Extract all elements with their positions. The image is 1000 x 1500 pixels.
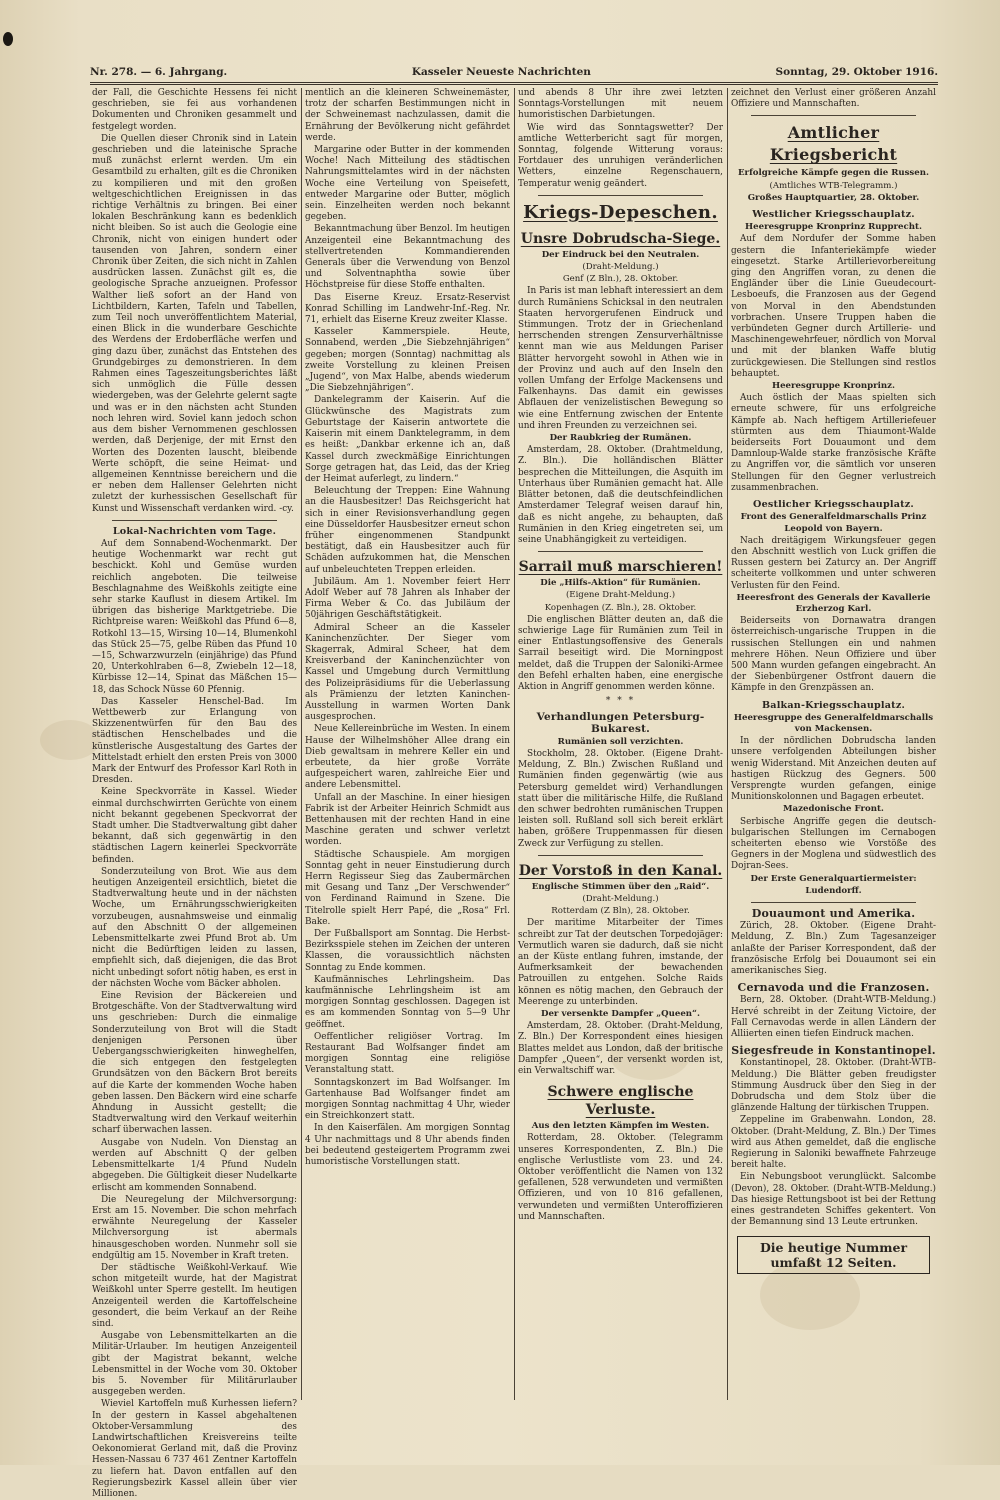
news-item: Das Eiserne Kreuz. Ersatz-Reservist Konrad Schilling im Landwehr-Inf.-Reg. Nr. 71, erhielt das Eiserne Kreuz zweiter Klasse. [305,292,510,326]
army-group: Heeresgruppe des Generalfeldmarschalls von Mackensen. [733,712,934,734]
news-item: Kasseler Kammerspiele. Heute, Sonnabend, werden „Die Siebzehnjährigen“ gegeben; morgen (Sonntag) nachmittag als zweite Vorstellung zu kleinen Preisen „Jugend“, von Max Halbe, abends wiederum „Die Siebzehnjährigen“. [305,327,510,394]
headline: Cernavoda und die Franzosen. [737,981,930,995]
issue-date: Sonntag, 29. Oktober 1916. [775,66,938,78]
news-item: Das Kasseler Henschel-Bad. Im Wettbewerb zur Erlangung von Skizzenentwürfen für den Bau des städtischen Henschelbades und die künstlerische Ausgestaltung des Gartes der Mittelstadt erhielt den ersten Preis von 3000 Mark der Entwurf des Professor Karl Roth in Dresden. [92,696,297,786]
article-text: Rotterdam, 28. Oktober. (Telegramm unseres Korrespondenten, Z. Bln.) Die englische Verlustliste vom 23. und 24. Oktober veröffentlicht die Namen von 132 gefallenen, 528 verwundeten und vermißten Offizieren, und von 10 816 gefallenen, verwundeten und vermißten Unteroffizieren und Mannschaften. [518,1133,723,1222]
news-item: Auf dem Sonnabend-Wochenmarkt. Der heutige Wochenmarkt war recht gut beschickt. Kohl und Gemüse wurden reichlich angeboten. Die teilweise Beschlagnahme des Weißkohls zeitigte eine sehr starke Kauflust in diesem Artikel. Im übrigen das bisherige Marktgetriebe. Die Richtpreise waren: Weißkohl das Pfund 6—8, Rotkohl 13—15, Wirsing 10—14, Blumenkohl das Stück 25—75, gelbe Rüben das Pfund 10—15, Schwarzwurzeln (einjährige) das Pfund 20, Unterkohlraben 6—8, Zwiebeln 12—18, Kürbisse 12—14, Spinat das Mäßchen 15—18, das Schock Nüsse 60 Pfennig. [92,538,297,695]
article-text: Beiderseits von Dornawatra drangen österreichisch-ungarische Truppen in die russischen Stellungen ein und nahmen mehrere Höhen. Neun Offiziere und über 500 Mann wurden gefangen eingebracht. An der Siebenbürgener Ostfront dauern die Kämpfe in den Grenzpässen an. [731,616,936,694]
article-text: Bern, 28. Oktober. (Draht-WTB-Meldung.) Hervé schreibt in der Zeitung Victoire, der Fall Cernavodas werde in allen Ländern der Alliierten einen tiefen Eindruck machen. [731,995,936,1040]
column-4 [727,88,940,1400]
news-item: Unfall an der Maschine. In einer hiesigen Fabrik ist der Arbeiter Heinrich Schmidt aus Bettenhausen mit der rechten Hand in eine Maschine geraten und schwer verletzt worden. [305,792,510,848]
news-item: Wie wird das Sonntagswetter? Der amtliche Wetterbericht sagt für morgen, Sonntag, folgende Witterung voraus: Fortdauer des unruhigen veränderlichen Wetters, einzelne Regenschauern, Temperatur wenig geändert. [518,122,723,189]
headline-war-dispatches: Kriegs-Depeschen. [523,201,718,223]
news-item: Oeffentlicher religiöser Vortrag. Im Restaurant Bad Wolfsanger findet am morgigen Sonntag eine religiöse Veranstaltung statt. [305,1031,510,1076]
headline: Unsre Dobrudscha-Siege. [520,230,721,247]
article-text: Zeppeline im Grabenwahn. London, 28. Oktober. (Draht-Meldung, Z. Bln.) Der Times wird aus Athen gemeldet, daß die englische Regierung in Saloniki bewaffnete Fahrzeuge bereit halte. [731,1115,936,1171]
subheadline: Der versenkte Dampfer „Queen“. [541,1009,700,1020]
army-group: Heeresfront des Generals der Kavallerie Erzherzog Karl. [736,592,931,614]
column-3 [514,88,727,1400]
headline-war-report: Amtlicher Kriegsbericht [769,123,898,165]
source-line: (Draht-Meldung.) [582,262,659,273]
news-item: und abends 8 Uhr ihre zwei letzten Sonntags-Vorstellungen mit neuem humoristischen Darbietungen. [518,88,723,121]
news-item: Städtische Schauspiele. Am morgigen Sonntag geht in neuer Einstudierung durch Herrn Regisseur Sieg das Zaubermärchen mit Gesang und Tanz „Der Verschwender“ von Ferdinand Raimund in Szene. Die Titelrolle spielt Herr Papé, die „Rosa“ Frl. Bake. [305,849,510,927]
news-item: Eine Revision der Bäckereien und Brotgeschäfte. Von der Stadtverwaltung wird uns geschrieben: Durch die einmalige Sonderzuteilung von Brot will die Stadt denjenigen Personen über Uebergangsschwierigkeiten hinweghelfen, die sich entgegen den festgelegten Grundsätzen von den Bäckern Brot bereits auf die Karte der kommenden Woche haben geben lassen. Den Bäckern wird eine scharfe Ahndung in Aussicht gestellt; die Stadtverwaltung wird den Verkauf weiterhin scharf überwachen lassen. [92,991,297,1136]
headline: Douaumont und Amerika. [751,907,916,920]
article-text: Auch östlich der Maas spielten sich erneute schwere, für uns erfolgreiche Kämpfe ab. Nach heftigem Artilleriefeuer stürmten aus dem Thiaumont-Walde beiderseits Fort Douaumont und dem Damnloup-Walde starke französische Kräfte zu Angriffen vor, die sämtlich vor unseren Stellungen für den Gegner verlustreich zusammenbrachen. [731,393,936,493]
news-item: Beleuchtung der Treppen: Eine Wahnung an die Hausbesitzer! Das Reichsgericht hat sich in einer Revisionsverhandlung gegen eine Düsseldorfer Hausbesitzer erneut schon früher eingenommenen Standpunkt bestätigt, daß ein Hausbesitzer auch für Schäden aufzukommen hat, die Menschen auf unbeleuchteten Treppen erleiden. [305,486,510,575]
subheadline: Aus den letzten Kämpfen im Westen. [531,1121,710,1132]
section-title: Balkan-Kriegsschauplatz. [761,699,906,711]
page-header [90,62,938,83]
article-text: Amsterdam, 28. Oktober. (Draht-Meldung, Z. Bln.) Der Korrespondent eines hiesigen Blattes meldet aus London, daß der britische Dampfer „Queen“, der versenkt worden ist, ein Verwaltschiff war. [518,1021,723,1077]
headline: Sarrail muß marschieren! [518,559,723,576]
news-item: Admiral Scheer an die Kasseler Kaninchenzüchter. Der Sieger vom Skagerrak, Admiral Scheer, hat dem Kreisverband der Kaninchenzüchter von Kassel und Umgebung durch Vermittlung des Polizeipräsidiums für die Ueberlassung als Prämienzu der letzten Kaninchen-Ausstellung in warmen Worten Dank ausgesprochen. [305,622,510,723]
front-title: Mazedonische Front. [783,804,884,815]
article-text: Auf dem Nordufer der Somme haben gestern die Infanteriekämpfe wieder eingesetzt. Starke Artillerievorbereitung ging den Angriffen voran, zu denen die Engländer über die Linie Gueudecourt-Lesboeufs, die Franzosen aus der Gegend von Morval in den Abendstunden vorbrachen. Unsere Truppen haben die verbündeten Gegner durch Artillerie- und Maschinengewehrfeuer, nördlich von Morval und mit der blanken Waffe blutig zurückgewiesen. Die Stellungen sind restlos behauptet. [731,234,936,379]
headline: Verhandlungen Petersburg-Bukarest. [536,711,705,735]
news-item: Kaufmännisches Lehrlingsheim. Das kaufmännische Lehrlingsheim ist am morgigen Sonntag geschlossen. Dagegen ist es am kommenden Sonntag von 5—9 Uhr geöffnet. [305,974,510,1030]
subheadline: Die „Hilfs-Aktion“ für Rumänien. [540,578,701,589]
subheadline: Der Eindruck bei den Neutralen. [541,249,700,260]
source-line: (Amtliches WTB-Telegramm.) [769,180,898,191]
article-text: Amsterdam, 28. Oktober. (Drahtmeldung, Z. Bln.). Die holländischen Blätter besprechen die Mitteilungen, die Asquith im Unterhaus über Rumänien gemacht hat. Alle Blätter betonen, daß die deutschfeindlichen Amsterdamer Telegraf weisen darauf hin, daß es nicht angehe, zu behaupten, daß Rumänien in den Krieg eingetreten sei, um seine Unabhängigkeit zu verteidigen. [518,445,723,545]
news-item: Der städtische Weißkohl-Verkauf. Wie schon mitgeteilt wurde, hat der Magistrat Weißkohl unter Sperre gestellt. Im heutigen Anzeigenteil werden die Kartoffelscheine gesondert, die beim Verkauf an der Reihe sind. [92,1262,297,1329]
paper-name: Kasseler Neueste Nachrichten [411,66,591,78]
news-item: Neue Kellereinbrüche im Westen. In einem Hause der Wilhelmshöher Allee drang ein Dieb gewaltsam in mehrere Keller ein und erbeutete, da hier große Vorräte aufgespeichert waren, zahlreiche Eier und andere Lebensmittel. [305,724,510,791]
news-item: In den Kaiserfälen. Am morgigen Sonntag 4 Uhr nachmittags und 8 Uhr abends finden bei bedeutend gesteigertem Programm zwei humoristische Vorstellungen statt. [305,1123,510,1168]
signature-name: Ludendorff. [805,885,862,896]
subheadline: Der Raubkrieg der Rumänen. [549,433,692,444]
signature: Der Erste Generalquartiermeister: [750,873,917,884]
dateline: Großes Hauptquartier, 28. Oktober. [747,192,920,203]
article-text: In Paris ist man lebhaft interessiert an dem durch Rumäniens Schicksal in den neutralen Staaten hervorgerufenen Eindruck und Stimmungen. Trotz der in Griechenland herrschenden strengen Zensurverhältnisse kennt man wie aus Meldungen Pariser Blätter hervorgeht sowohl in Athen wie in der Provinz und auch auf den Inseln den vollen Umfang der Erfolge Mackensens und Falkenhayns. Das damit ein gewisses Abflauen der venizelistischen Bewegung so wie eine Entfernung zwischen der Entente und ihren Freunden zu verzeichnen sei. [518,286,723,431]
article-text: In der nördlichen Dobrudscha landen unsere verfolgenden Abteilungen bisher wenig Widerstand. Mit Anzeichen deuten auf hastigen Rückzug des Gegners. 500 Versprengte wurden gefangen, einige Munitionskolonnen und Bagagen erbeutet. [731,736,936,803]
news-item: Ausgabe von Nudeln. Von Dienstag an werden auf Abschnitt Q der gelben Lebensmittelkarte 1/4 Pfund Nudeln abgegeben. Die Gültigkeit dieser Nudelkarte erlischt am kommenden Sonnabend. [92,1137,297,1193]
news-item: Bekanntmachung über Benzol. Im heutigen Anzeigenteil eine Bekanntmachung des stellvertretenden Kommandierenden Generals über die Verwendung von Benzol und Solventnaphtha sowie über Höchstpreise für diese Stoffe enthalten. [305,224,510,291]
news-item: Der Fußballsport am Sonntag. Die Herbst-Bezirksspiele stehen im Zeichen der unteren Klassen, die voraussichtlich nächsten Sonntag zu Ende kommen. [305,929,510,973]
separator-stars: * * * [605,696,636,707]
headline: Der Vorstoß in den Kanal. [518,862,723,879]
news-item: Ausgabe von Lebensmittelkarten an die Militär-Urlauber. Im heutigen Anzeigenteil gibt der Magistrat bekannt, welche Lebensmittel in der Woche vom 30. Oktober bis 5. November für Militärurlauber ausgegeben werden. [92,1331,297,1398]
news-item: Die Neuregelung der Milchversorgung: Erst am 15. November. Die schon mehrfach erwähnte Neuregelung der Kasseler Milchversorgung ist abermals hinausgeschoben worden. Nunmehr soll sie endgültig am 15. November in Kraft treten. [92,1194,297,1261]
news-item: Margarine oder Butter in der kommenden Woche! Nach Mitteilung des städtischen Nahrungsmittelamtes wird in der nächsten Woche eine Verteilung von Speisefett, entweder Margarine oder Butter, möglich sein. Einzelheiten werden noch bekannt gegeben. [305,145,510,223]
section-title: Lokal-Nachrichten vom Tage. [112,525,277,537]
dateline: Kopenhagen (Z. Bln.), 28. Oktober. [544,602,697,613]
section-title: Westlicher Kriegsschauplatz. [752,209,915,221]
binding-hole [3,32,13,46]
article-text: Die englischen Blätter deuten an, daß die schwierige Lage für Rumänien zum Teil in einer Entlastungsoffensive des Generals Sarrail beseitigt wird. Die Morningpost meldet, daß die Truppen der Saloniki-Armee den Befehl erhalten haben, eine energische Aktion in Angriff genommen werden könne. [518,614,723,692]
article-text: der Fall, die Geschichte Hessens fei nicht geschrieben, sie fei aus vorhandenen Dokumenten und Chroniken gesammelt und festgelegt worden. [92,88,297,132]
news-item: zeichnet den Verlust einer größeren Anzahl Offiziere und Mannschaften. [731,88,936,110]
article-text: Stockholm, 28. Oktober. (Eigene Draht-Meldung, Z. Bln.) Zwischen Rußland und Rumänien finden gegenwärtig (wie aus Petersburg gemeldet wird) Verhandlungen statt über die militärische Hilfe, die Rußland den schwer bedrohten rumänischen Truppen leisten soll. Rußland soll sich bereit erklärt haben, größere Truppenmassen für diesen Zweck zur Verfügung zu stellen. [518,748,723,849]
news-item: Jubiläum. Am 1. November feiert Herr Adolf Weber auf 78 Jahren als Inhaber der Firma Weber & Co. das Jubiläum der 50jährigen Geschäftstätigkeit. [305,576,510,621]
news-item: Wieviel Kartoffeln muß Kurhessen liefern? In der gestern in Kassel abgehaltenen Oktober-Versammlung des Landwirtschaftlichen Kreisvereins teilte Oekonomierat Gerland mit, daß die Provinz Hessen-Nassau 6 737 461 Zentner Kartoffeln zu liefern hat. Davon entfallen auf den Regierungsbezirk Kassel allein über vier Millionen. [92,1399,297,1499]
column-1 [88,88,301,1499]
subheadline: Rumänien soll verzichten. [557,736,684,747]
columns [88,88,940,1499]
army-group: Heeresgruppe Kronprinz. [771,381,896,392]
news-item: mentlich an die kleineren Schweinemäster, trotz der scharfen Bestimmungen nicht in der Schweinemast nachzulassen, damit die Ernährung der Bevölkerung nicht gefährdet werde. [305,88,510,143]
army-group: Heeresgruppe Kronprinz Rupprecht. [745,222,922,233]
source-line: (Draht-Meldung.) [582,893,659,904]
subheadline: Erfolgreiche Kämpfe gegen die Russen. [738,168,929,179]
article-text: Die Quellen dieser Chronik sind in Latein geschrieben und die lateinische Sprache muß zunächst erlernt werden. Um ein Gesamtbild zu erhalten, gilt es die Chroniken zu kompilieren und mit den großen weltgeschichtlichen Ereignissen in das richtige Verhältnis zu bringen. Bei einer lokalen Beschränkung kann es bedenklich nicht bleiben. So ist auch die Geologie eine Chronik, nicht von einigen hundert oder tausenden von Jahren, sondern einer Chronik über Zeiten, die sich nicht in Zahlen ausdrücken lassen. Zunächst gilt es, die geologische Sprache anzueignen. Professor Walther ließ sofort an der Hand von Lichtbildern, Karten, Tafeln und Tabellen, zum Teil noch unveröffentlichtem Material, einen Blick in die wunderbare Geschichte des Werdens der Erdoberfläche werfen und ging dazu über, zunächst das Entstehen des Grundgebirges zu demonstrieren. In dem Rahmen eines Tageszeitungsberichtes läßt sich unmöglich die Fülle dessen wiedergeben, was der Gelehrte gelernt sagte und was er in den nächsten acht Stunden noch lehren wird. Soviel kann jedoch schon aus dem bisher Vernommenen geschlossen werden, daß Derjenige, der mit Ernst den Worten des Dozenten lauscht, bleibende Werte schöpft, die seine Heimat- und allgemeinen Kenntnisse bereichern und die er neben dem Hallenser Gelehrten nicht zuletzt der kurhessischen Gesellschaft für Kunst und Wissenschaft verdanken wird. -cy. [92,133,297,514]
article-text: Nach dreitägigem Wirkungsfeuer gegen den Abschnitt westlich von Luck griffen die Russen gestern bei Zaturcy an. Der Angriff scheiterte vollkommen und unter schweren Verlusten für den Feind. [731,535,936,591]
army-group: Front des Generalfeldmarschalls Prinz Leopold von Bayern. [740,512,927,534]
article-text: Der maritime Mitarbeiter der Times schreibt zur Tat der deutschen Torpedojäger: Vermutlich waren sie dadurch, daß sie nicht an der Küste entlang fuhren, imstande, der Aufmerksamkeit der bewachenden Patrouillen zu entgehen. Solche Raids können es nötig machen, den Gebrauch der Meerenge zu unterbinden. [518,918,723,1007]
headline: Schwere englische Verluste. [547,1084,694,1119]
column-2 [301,88,514,1400]
article-text: Konstantinopel, 28. Oktober. (Draht-WTB-Meldung.) Die Blätter geben freudigster Stimmung Ausdruck über den Sieg in der Dobrudscha und dem Stolz über die glänzende Haltung der türkischen Truppen. [731,1058,936,1114]
dateline: Rotterdam (Z Bln), 28. Oktober. [551,906,690,917]
news-item: Dankelegramm der Kaiserin. Auf die Glückwünsche des Magistrats zum Geburtstage der Kaiserin antwortete die Kaiserin mit einem Danktelegramm, in dem es heißt: „Dankbar erkenne ich an, daß Kassel durch zweckmäßige Einrichtungen Sorge getragen hat, das Leid, das der Krieg der Heimat auferlegt, zu lindern.“ [305,395,510,484]
issue-number: Nr. 278. — 6. Jahrgang. [90,66,228,78]
section-title: Oestlicher Kriegsschauplatz. [753,499,914,511]
page-count-notice: Die heutige Nummer umfaßt 12 Seiten. [737,1236,930,1274]
headline: Siegesfreude in Konstantinopel. [731,1044,936,1058]
dateline: Genf (Z Bln.), 28. Oktober. [562,274,679,285]
article-text: Ein Nebungsboot verunglückt. Salcombe (Devon), 28. Oktober. (Draht-WTB-Meldung.) Das hiesige Rettungsboot ist bei der Rettung eines gestrandeten Schiffes gekentert. Von der Bemannung sind 13 Leute ertrunken. [731,1172,936,1228]
article-text: Serbische Angriffe gegen die deutsch-bulgarischen Stellungen im Cernabogen scheiterten ebenso wie Vorstöße des Gegners in der Moglena und südwestlich des Dojran-Sees. [731,816,936,872]
news-item: Keine Speckvorräte in Kassel. Wieder einmal durchschwirrten Gerüchte von einem nicht bekannt gegebenen Speckvorrat der Stadt umher. Die Stadtverwaltung gibt daher bekannt, daß sich gegenwärtig in den städtischen Lagern keinerlei Speckvorräte befinden. [92,787,297,865]
article-text: Zürich, 28. Oktober. (Eigene Draht-Meldung, Z. Bln.) Zum Tagesanzeiger anlaßte der Pariser Korrespondent, daß der französische Erfolg bei Douaumont sei ein amerikanisches Sieg. [731,921,936,977]
subheadline: Englische Stimmen über den „Raid“. [531,881,710,892]
source-line: (Eigene Draht-Meldung.) [565,590,676,601]
news-item: Sonderzuteilung von Brot. Wie aus dem heutigen Anzeigenteil ersichtlich, bietet die Stadtverwaltung heute und in der nächsten Woche, um Ernährungsschwierigkeiten vorzubeugen, ausnahmsweise und einmalig auf den Abschnitt O der allgemeinen Lebensmittelkarte zwei Pfund Brot ab. Um nicht die Bedürftigen leiden zu lassen, empfiehlt sich, daß diejenigen, die das Brot nicht unbedingt sofort nötig haben, es erst in der nächsten Woche vom Bäcker abholen. [92,866,297,989]
news-item: Sonntagskonzert im Bad Wolfsanger. Im Gartenhause Bad Wolfsanger findet am morgigen Sonntag nachmittag 4 Uhr, wieder ein Streichkonzert statt. [305,1077,510,1122]
